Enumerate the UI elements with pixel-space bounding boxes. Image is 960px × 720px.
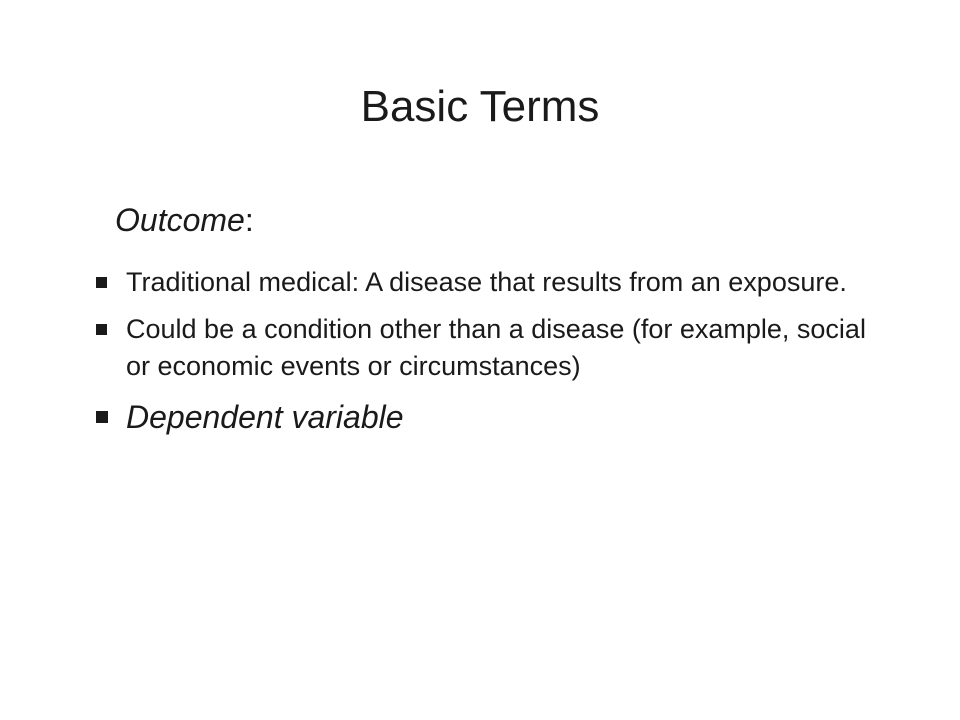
list-item xyxy=(96,395,896,439)
bullet-text: Traditional medical: A disease that results from an exposure. xyxy=(126,267,847,297)
bullet-text: Could be a condition other than a disease (for example, social or economic events or circumstances) xyxy=(126,314,866,381)
square-bullet-icon xyxy=(96,411,108,423)
outcome-colon: : xyxy=(244,202,254,238)
outcome-term: Outcome xyxy=(115,202,245,238)
bullet-text-dependent-variable: Dependent variable xyxy=(126,399,404,435)
bullet-list xyxy=(96,264,896,449)
slide-title: Basic Terms xyxy=(360,82,600,132)
square-bullet-icon xyxy=(96,324,107,335)
list-item xyxy=(96,311,896,385)
list-item xyxy=(96,264,896,301)
square-bullet-icon xyxy=(96,277,107,288)
outcome-heading xyxy=(115,198,254,242)
